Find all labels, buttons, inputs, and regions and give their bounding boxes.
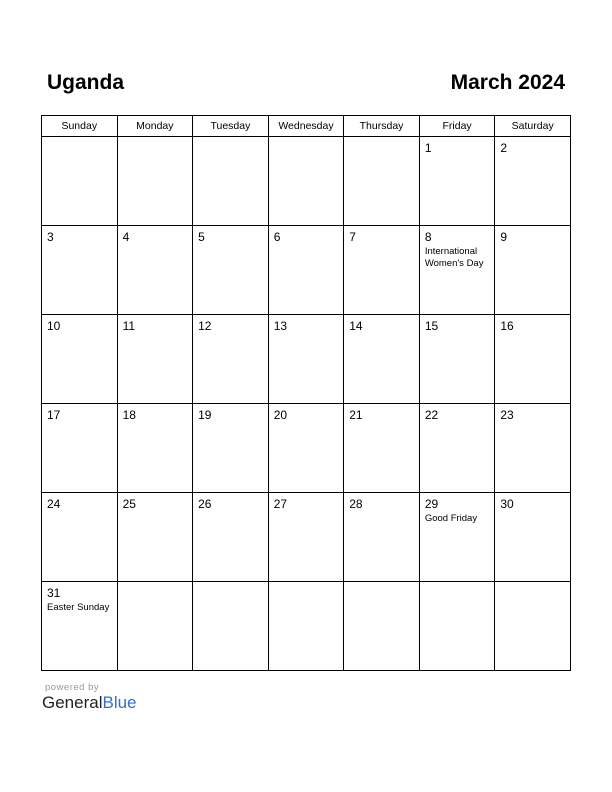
day-number: 13 xyxy=(273,319,288,333)
day-cell xyxy=(117,226,193,315)
empty-day-cell xyxy=(117,137,193,226)
day-number: 9 xyxy=(500,230,508,244)
day-cell xyxy=(419,137,495,226)
week-row xyxy=(42,315,571,404)
day-cell xyxy=(344,493,420,582)
day-cell xyxy=(117,493,193,582)
day-number: 20 xyxy=(273,408,288,422)
day-cell xyxy=(42,404,118,493)
day-number: 1 xyxy=(424,141,432,155)
holiday-event: Easter Sunday xyxy=(47,602,110,613)
generalblue-logo[interactable] xyxy=(42,693,137,713)
day-number: 19 xyxy=(198,408,212,422)
day-cell xyxy=(495,315,571,404)
day-number: 25 xyxy=(122,497,136,511)
day-number: 3 xyxy=(47,230,54,244)
brand-part-blue: Blue xyxy=(102,693,137,712)
day-cell xyxy=(419,493,495,582)
day-cell xyxy=(344,315,420,404)
weekday-tuesday: Tuesday xyxy=(193,116,269,137)
day-number: 30 xyxy=(500,497,514,511)
day-cell xyxy=(193,315,269,404)
day-number: 18 xyxy=(122,408,136,422)
day-cell xyxy=(42,582,118,671)
day-cell xyxy=(268,226,344,315)
weekday-saturday: Saturday xyxy=(495,116,571,137)
empty-day-cell xyxy=(117,582,193,671)
day-cell xyxy=(117,404,193,493)
brand-part-general: General xyxy=(42,693,103,712)
day-cell xyxy=(344,226,420,315)
day-cell xyxy=(193,226,269,315)
day-number: 4 xyxy=(122,230,130,244)
day-cell xyxy=(495,404,571,493)
day-number: 27 xyxy=(273,497,288,511)
day-number: 22 xyxy=(424,408,439,422)
week-row xyxy=(42,404,571,493)
day-cell xyxy=(42,315,118,404)
day-number: 11 xyxy=(122,319,136,333)
country-title: Uganda xyxy=(47,71,125,94)
holiday-event: Good Friday xyxy=(424,513,478,524)
day-cell xyxy=(193,404,269,493)
weekday-thursday: Thursday xyxy=(344,116,420,137)
day-number: 26 xyxy=(198,497,212,511)
week-row xyxy=(42,493,571,582)
day-number: 24 xyxy=(47,497,61,511)
empty-day-cell xyxy=(42,137,118,226)
empty-day-cell xyxy=(344,582,420,671)
day-cell xyxy=(268,493,344,582)
holiday-event: International Women's Day xyxy=(424,246,484,269)
day-cell xyxy=(42,493,118,582)
powered-by-text: powered by xyxy=(45,682,100,693)
day-cell xyxy=(419,404,495,493)
weekday-friday: Friday xyxy=(419,116,495,137)
day-number: 7 xyxy=(349,230,356,244)
empty-day-cell xyxy=(344,137,420,226)
day-number: 12 xyxy=(198,319,212,333)
empty-day-cell xyxy=(268,137,344,226)
day-cell xyxy=(419,226,495,315)
day-cell xyxy=(42,226,118,315)
empty-day-cell xyxy=(419,582,495,671)
day-number: 21 xyxy=(349,408,363,422)
day-cell xyxy=(495,137,571,226)
empty-day-cell xyxy=(193,137,269,226)
weekday-monday: Monday xyxy=(117,116,193,137)
day-number: 29 xyxy=(424,497,439,511)
day-number: 6 xyxy=(273,230,281,244)
day-number: 17 xyxy=(47,408,61,422)
day-number: 10 xyxy=(47,319,61,333)
weekday-header-row xyxy=(42,116,571,137)
day-cell xyxy=(268,315,344,404)
weekday-sunday: Sunday xyxy=(42,116,118,137)
weekday-wednesday: Wednesday xyxy=(268,116,344,137)
empty-day-cell xyxy=(193,582,269,671)
day-cell xyxy=(344,404,420,493)
month-year-title: March 2024 xyxy=(450,71,565,94)
week-row xyxy=(42,582,571,671)
day-number: 14 xyxy=(349,319,363,333)
week-row xyxy=(42,226,571,315)
empty-day-cell xyxy=(268,582,344,671)
calendar-grid xyxy=(41,115,571,671)
day-cell xyxy=(193,493,269,582)
day-number: 2 xyxy=(500,141,508,155)
day-cell xyxy=(419,315,495,404)
day-number: 23 xyxy=(500,408,514,422)
day-cell xyxy=(495,226,571,315)
day-number: 16 xyxy=(500,319,514,333)
day-cell xyxy=(117,315,193,404)
day-number: 15 xyxy=(424,319,439,333)
day-number: 8 xyxy=(424,230,432,244)
empty-day-cell xyxy=(495,582,571,671)
day-cell xyxy=(268,404,344,493)
day-number: 28 xyxy=(349,497,363,511)
day-number: 5 xyxy=(198,230,205,244)
day-number: 31 xyxy=(47,586,61,600)
week-row xyxy=(42,137,571,226)
day-cell xyxy=(495,493,571,582)
